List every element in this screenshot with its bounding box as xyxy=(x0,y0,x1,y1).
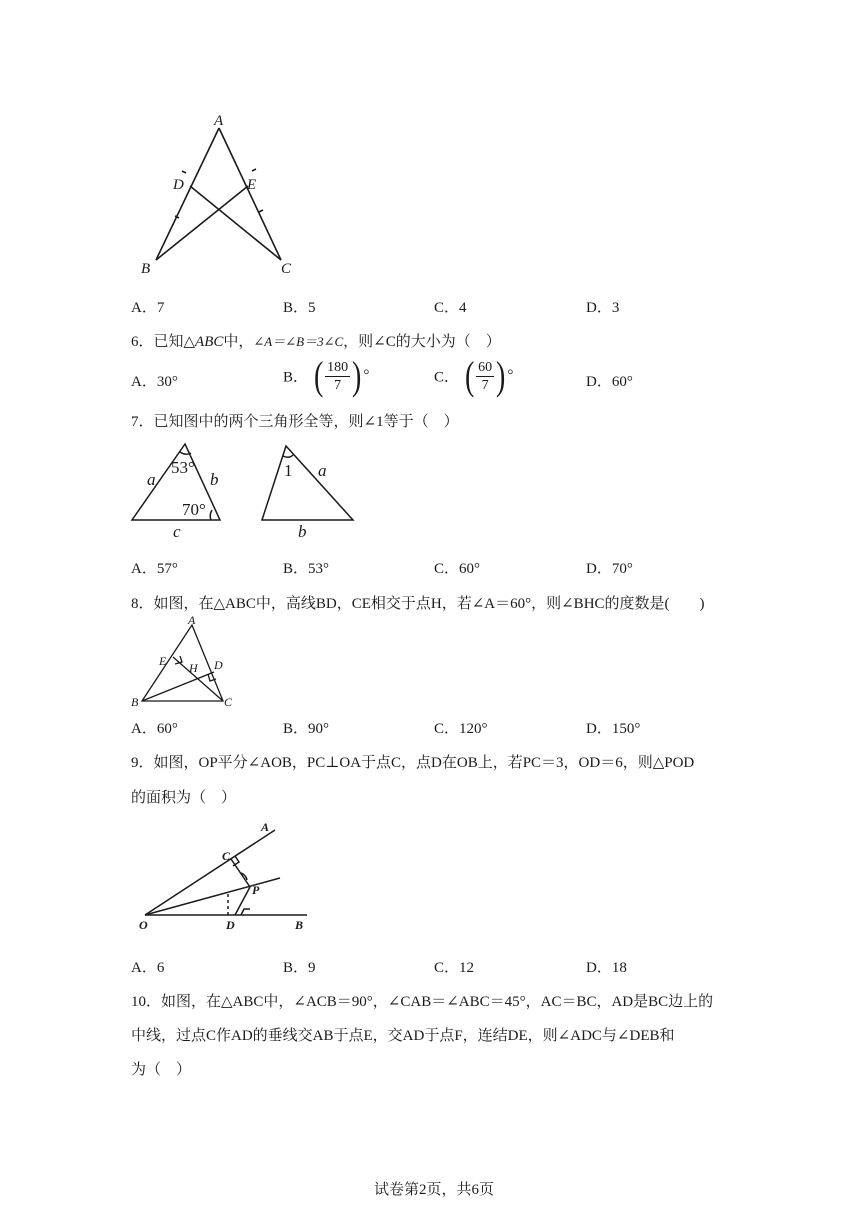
label-a-right: a xyxy=(318,461,327,480)
label-a: A xyxy=(214,113,224,129)
figure-q5-triangle xyxy=(135,108,305,280)
tick-mark xyxy=(259,210,263,212)
q8-option-d[interactable]: D．150° xyxy=(586,721,641,737)
q10-stem-line3: 为（ ） xyxy=(131,1062,192,1078)
label-b-left: b xyxy=(210,470,219,489)
q8-option-c[interactable]: C．120° xyxy=(434,721,488,737)
q9-stem-line1: 9．如图，OP平分∠AOB，PC⊥OA于点C，点D在OB上，若PC＝3，OD＝6，则△POD xyxy=(131,755,695,771)
right-angle-d xyxy=(241,909,250,915)
q9-option-a[interactable]: A．6 xyxy=(131,960,165,976)
label-e: E xyxy=(159,654,167,668)
segment-ac xyxy=(219,128,281,260)
tick-mark xyxy=(182,171,186,173)
q9-option-b[interactable]: B．9 xyxy=(283,960,316,976)
q6-option-a[interactable]: A．30° xyxy=(131,374,178,390)
q8-stem: 8．如图，在△ABC中，高线BD，CE相交于点H，若∠A＝60°，则∠BHC的度数是( ) xyxy=(131,596,705,612)
label-c: C xyxy=(222,849,231,863)
altitude-bd xyxy=(142,672,214,701)
fraction-60-7: ( 60 7 ) xyxy=(464,353,506,398)
figure-q7-triangles xyxy=(125,440,365,540)
segment-dc xyxy=(190,186,281,260)
ray-op xyxy=(145,878,280,915)
label-a: A xyxy=(261,820,270,834)
label-b: B xyxy=(295,918,304,932)
label-e: E xyxy=(247,177,257,193)
label-b: B xyxy=(131,695,139,709)
q6-option-d[interactable]: D．60° xyxy=(586,374,633,390)
label-c: C xyxy=(281,261,292,277)
q8-option-b[interactable]: B．90° xyxy=(283,721,330,737)
label-c-left: c xyxy=(173,522,181,540)
q10-stem-line2: 中线，过点C作AD的垂线交AB于点E，交AD于点F，连结DE，则∠ADC与∠DEB和 xyxy=(131,1028,675,1044)
page-footer: 试卷第2页，共6页 xyxy=(373,1182,494,1198)
q9-option-c[interactable]: C．12 xyxy=(434,960,475,976)
angle-arc-one xyxy=(283,455,293,457)
triangle-right xyxy=(262,446,353,520)
q5-option-a[interactable]: A．7 xyxy=(131,300,165,316)
q5-option-c[interactable]: C．4 xyxy=(434,300,467,316)
figure-q8-triangle xyxy=(128,615,248,712)
label-d: D xyxy=(226,918,235,932)
label-1: 1 xyxy=(284,461,293,480)
q7-option-a[interactable]: A．57° xyxy=(131,561,178,577)
q7-option-c[interactable]: C．60° xyxy=(434,561,481,577)
label-c: C xyxy=(224,695,233,709)
fraction-180-7: ( 180 7 ) xyxy=(313,353,362,398)
label-d: D xyxy=(173,177,184,193)
label-b-right: b xyxy=(298,522,307,540)
angle-arc-right xyxy=(210,510,212,520)
q7-option-d[interactable]: D．70° xyxy=(586,561,633,577)
q6-stem: 6．已知△ABC中，∠A＝∠B＝3∠C，则∠C的大小为（ ） xyxy=(131,334,501,350)
q8-option-a[interactable]: A．60° xyxy=(131,721,178,737)
q6-option-c[interactable]: C． ( 60 7 ) ° xyxy=(434,353,514,398)
q10-stem-line1: 10．如图，在△ABC中，∠ACB＝90°，∠CAB＝∠ABC＝45°，AC＝BC，AD是BC边上的 xyxy=(131,994,714,1010)
segment-eb xyxy=(156,186,248,260)
q9-option-d[interactable]: D．18 xyxy=(586,960,627,976)
label-p: P xyxy=(252,883,260,897)
label-a-left: a xyxy=(147,470,156,489)
angle-70: 70° xyxy=(182,500,206,519)
label-d: D xyxy=(214,658,223,672)
q5-option-b[interactable]: B．5 xyxy=(283,300,316,316)
tick-mark xyxy=(252,169,256,171)
label-a: A xyxy=(188,615,196,627)
label-h: H xyxy=(189,661,198,675)
segment-ab xyxy=(156,128,219,260)
label-o: O xyxy=(139,918,148,932)
q6-option-b[interactable]: B． ( 180 7 ) ° xyxy=(283,353,370,398)
ray-oa xyxy=(145,830,275,915)
angle-53: 53° xyxy=(171,458,195,477)
q7-option-b[interactable]: B．53° xyxy=(283,561,330,577)
segment-pc xyxy=(231,859,250,887)
q7-stem: 7．已知图中的两个三角形全等，则∠1等于（ ） xyxy=(131,414,459,430)
triangle-left xyxy=(132,444,220,520)
q9-stem-line2: 的面积为（ ） xyxy=(131,790,237,806)
figure-q9-angle-bisector xyxy=(135,818,320,933)
label-b: B xyxy=(141,261,151,277)
q5-option-d[interactable]: D．3 xyxy=(586,300,620,316)
